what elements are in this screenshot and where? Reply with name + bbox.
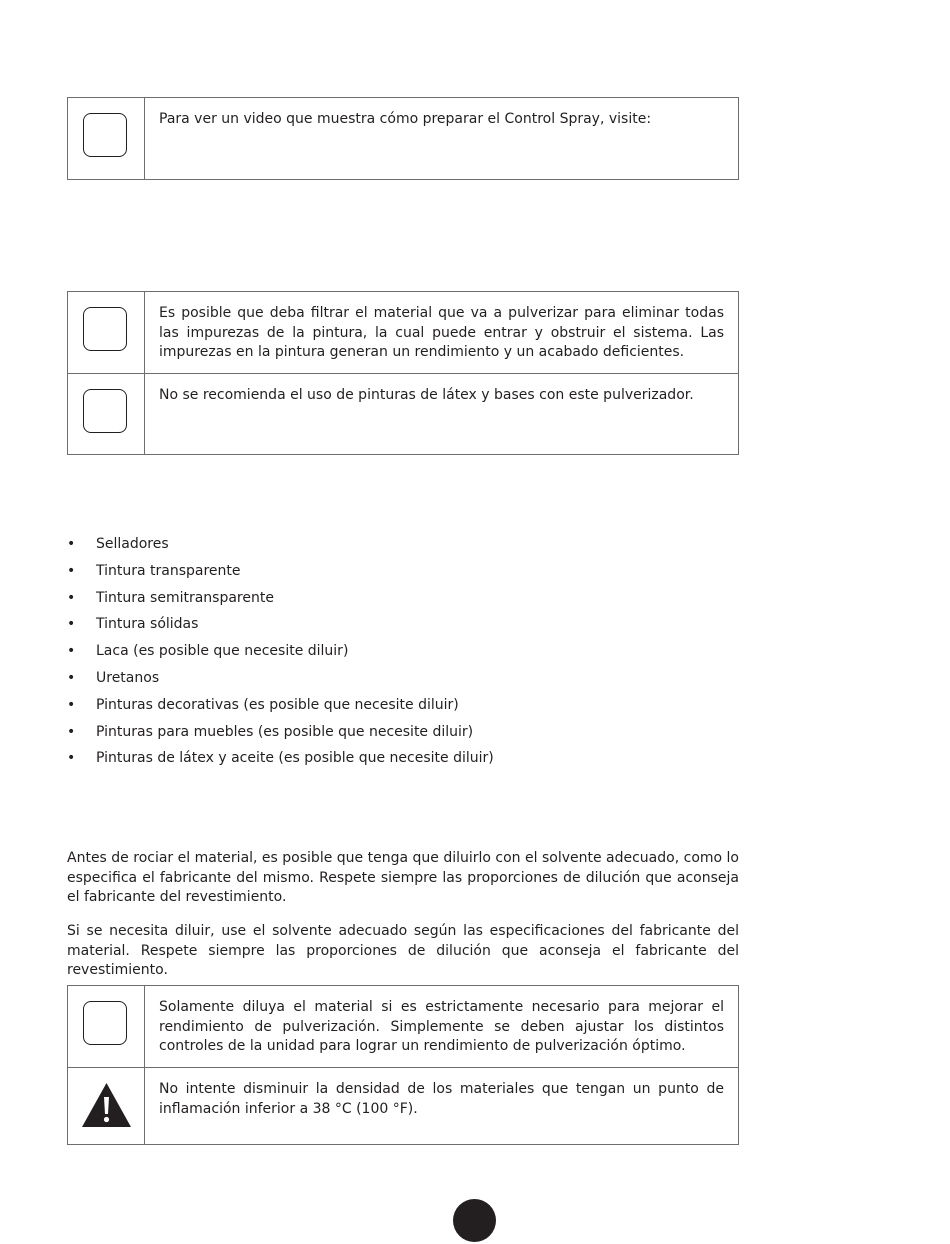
- notice-row: [68, 292, 738, 373]
- list-item: [67, 612, 494, 639]
- notice-text: Es posible que deba filtrar el material que va a pulverizar para eliminar todas las impurezas de la pintura, la cual puede entrar y obstruir el sistema. Las impurezas en la pintura generan un rendimiento y un acabado deficientes.: [159, 305, 724, 360]
- list-item-label: Laca (es posible que necesite diluir): [96, 643, 349, 660]
- bullet-icon: •: [67, 723, 76, 740]
- icon-cell: [68, 98, 145, 179]
- list-item: [67, 720, 494, 747]
- icon-cell: [68, 1068, 145, 1144]
- list-item-label: Selladores: [96, 536, 169, 552]
- bullet-icon: •: [67, 750, 76, 767]
- notice-row: [68, 98, 738, 179]
- list-item: [67, 746, 494, 773]
- info-box-icon: [83, 1001, 127, 1045]
- list-item: [67, 586, 494, 613]
- list-item-label: Pinturas decorativas (es posible que necesite diluir): [96, 696, 459, 713]
- icon-cell: [68, 292, 145, 373]
- warning-triangle-icon: [80, 1080, 133, 1130]
- list-item-label: Uretanos: [96, 669, 160, 686]
- bullet-icon: •: [67, 589, 76, 606]
- list-item: [67, 693, 494, 720]
- notice-text: No intente disminuir la densidad de los materiales que tengan un punto de inflamación inferior a 38 °C (100 °F).: [159, 1081, 724, 1117]
- thinning-paragraph: Si se necesita diluir, use el solvente adecuado según las especificaciones del fabricante del material. Respete siempre las proporciones de dilución que aconseja el fabricante del revestimiento.: [67, 923, 739, 978]
- info-box-icon: [83, 113, 127, 157]
- list-item-label: Tintura sólidas: [96, 616, 199, 633]
- list-item-label: Pinturas para muebles (es posible que necesite diluir): [96, 723, 474, 740]
- materials-list: [67, 532, 494, 773]
- list-item: [67, 666, 494, 693]
- thinning-paragraph: Antes de rociar el material, es posible que tenga que diluirlo con el solvente adecuado, como lo especifica el fabricante del mismo. Respete siempre las proporciones de dilución que aconseja el fabricante del revestimiento.: [67, 850, 739, 905]
- notice-row: [68, 373, 738, 454]
- icon-cell: [68, 986, 145, 1067]
- notice-row: [68, 1067, 738, 1144]
- material-notes-table: [67, 291, 739, 455]
- notice-text: Solamente diluya el material si es estrictamente necesario para mejorar el rendimiento de pulverización. Simplemente se deben ajustar los distintos controles de la unidad para lograr un rendimiento de pulverización óptimo.: [159, 999, 724, 1054]
- page-number-marker: [453, 1199, 496, 1242]
- info-box-icon: [83, 307, 127, 351]
- list-item: [67, 559, 494, 586]
- icon-cell: [68, 374, 145, 454]
- list-item-label: Tintura semitransparente: [96, 589, 274, 606]
- notice-text: Para ver un video que muestra cómo preparar el Control Spray, visite:: [159, 111, 652, 127]
- thinning-notes-table: [67, 985, 739, 1145]
- info-box-icon: [83, 389, 127, 433]
- bullet-icon: •: [67, 616, 76, 633]
- bullet-icon: •: [67, 696, 76, 713]
- list-item-label: Pinturas de látex y aceite (es posible que necesite diluir): [96, 750, 494, 767]
- bullet-icon: •: [67, 643, 76, 660]
- list-item-label: Tintura transparente: [96, 562, 241, 579]
- list-item: [67, 639, 494, 666]
- bullet-icon: •: [67, 536, 76, 552]
- video-notice-table: [67, 97, 739, 180]
- bullet-icon: •: [67, 562, 76, 579]
- list-item: [67, 532, 494, 559]
- bullet-icon: •: [67, 669, 76, 686]
- notice-row: [68, 986, 738, 1067]
- notice-text: No se recomienda el uso de pinturas de látex y bases con este pulverizador.: [159, 387, 694, 403]
